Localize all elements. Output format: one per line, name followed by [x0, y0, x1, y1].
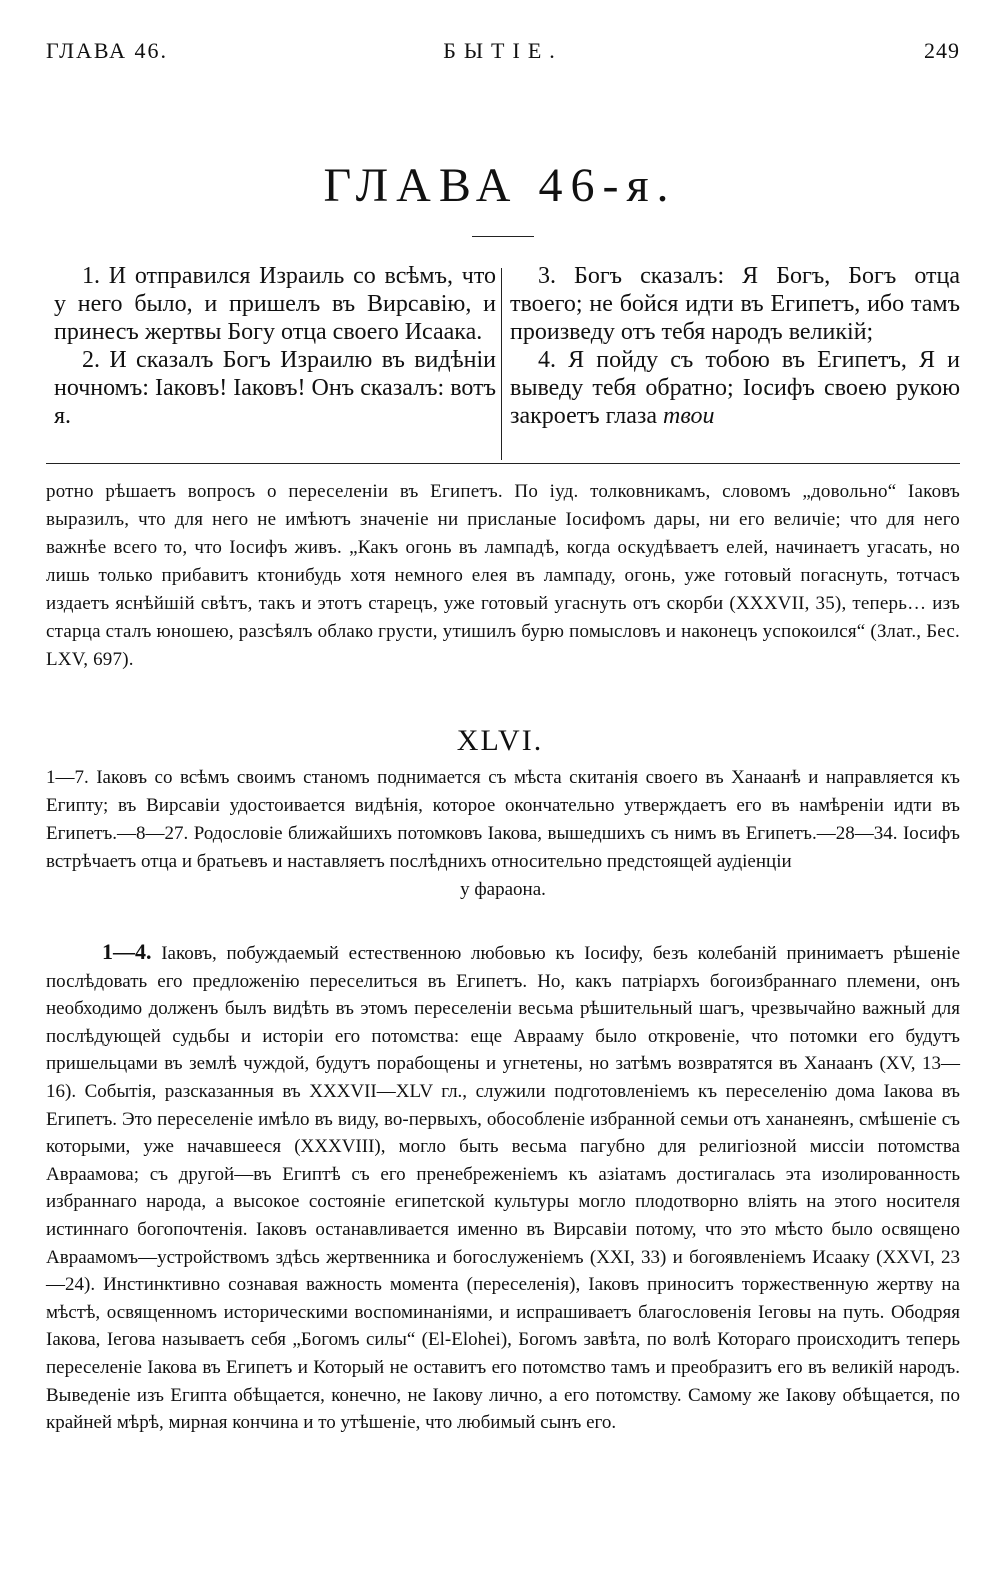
chapter-title: ГЛАВА 46-я. [323, 159, 677, 212]
summary-last: у фараона. [460, 879, 546, 900]
verse-3: 3. Богъ сказалъ: Я Богъ, Богъ отца твоего; не бойся идти въ Египетъ, ибо тамъ произведу отъ тебя народъ великій; [510, 263, 960, 345]
title-rule [472, 236, 534, 237]
verse-columns [46, 262, 960, 462]
page-number: 249 [924, 38, 960, 63]
verse-1: 1. И отправился Израиль со всѣмъ, что у него было, и пришелъ въ Вирсавію, и принесъ жертвы Богу отца своего Исаака. [54, 263, 496, 345]
summary-text [46, 764, 960, 904]
verse-column-right [510, 262, 960, 430]
continued-note [46, 478, 960, 674]
notes-rule [46, 463, 960, 464]
commentary-paragraph [46, 938, 960, 1437]
section-title: XLVI. [456, 724, 544, 757]
running-head [46, 38, 960, 68]
chapter-summary [46, 764, 960, 904]
running-head-chapter: ГЛАВА 46. [46, 38, 169, 63]
verse-column-left [54, 262, 496, 430]
verse-2: 2. И сказалъ Богъ Израилю въ видѣніи ночномъ: Іаковъ! Іаковъ! Онъ сказалъ: вотъ я. [54, 347, 496, 429]
catchword: твои [663, 403, 715, 429]
continued-note-text: ротно рѣшаетъ вопросъ о переселеніи въ Египетъ. По іуд. толковникамъ, словомъ „довольно“ Іаковъ выразилъ, что для него не имѣютъ значеніе ни присланые Іосифомъ дары, ни его величіе; что для него важнѣе всего то, что Іосифъ живъ. „Какъ огонь въ лампадѣ, когда оскудѣваетъ елей, начинаетъ угасать, но лишь только прибавитъ ктонибудь хотя немного елея въ лампаду, огонь, уже готовый погаснуть, тотчасъ издаетъ яснѣйшій свѣтъ, такъ и этотъ старецъ, уже готовый угаснуть отъ скорби (XXXVII, 35), теперь… изъ старца сталъ юношею, разсѣялъ облако грусти, утишилъ бурю помысловъ и наконецъ успокоился“ (Злат., Бес. LXV, 697). [46, 481, 960, 670]
commentary-text: Іаковъ, побуждаемый естественною любовью къ Іосифу, безъ колебаній принимаетъ рѣшеніе послѣдовать его предложенію переселиться въ Египетъ. Но, какъ патріархъ богоизбраннаго племени, онъ необходимо долженъ былъ видѣть въ этомъ переселеніи весьма рѣшительный шагъ, чрезвычайно важный для послѣдующей судьбы и исторіи его потомства: еще Аврааму было откровеніе, что потомки его будутъ пришельцами въ землѣ чуждой, будутъ порабощены и угнетены, но затѣмъ возвратятся въ Ханаанъ (XV, 13—16). Событія, разсказанныя въ XXXVII—XLV гл., служили подготовленіемъ къ переселенію дома Іакова въ Египетъ. Это переселеніе имѣло въ виду, во-первыхъ, обособленіе избранной семьи отъ хананеянъ, смѣшеніе съ которыми, уже начавшееся (XXXVIII), могло быть весьма пагубно для религіозной миссіи потомства Авраамова; съ другой—въ Египтѣ съ его пренебреженіемъ къ азіатамъ достигалась эта изолированность избраннаго народа, а высокое состояніе египетской культуры могло плодотворно вліять на этого носителя истиннаго богопочтенія. Іаковъ останавливается именно въ Вирсавіи потому, что это мѣсто было освящено Авраамомъ—устройствомъ здѣсь жертвенника и богослуженіемъ (XXI, 33) и богоявленіемъ Исааку (XXVI, 23—24). Инстинктивно сознавая важность момента (переселенія), Іаковъ приноситъ торжественную жертву на мѣстѣ, освященномъ историческими воспоминаніями, и испрашиваетъ благословенія Іеговы на путь. Ободряя Іакова, Іегова называетъ себя „Богомъ силы“ (El-Elohei), Богомъ завѣта, по волѣ Котораго происходитъ теперь переселеніе Іакова въ Египетъ и Который не оставитъ его потомство тамъ и преобразитъ его въ великій народъ. Выведеніе изъ Египта обѣщается, конечно, не Іакову лично, а его потомству. Самому же Іакову обѣщается, по крайней мѣрѣ, мирная кончина и то утѣшеніе, что любимый сынъ его. [46, 943, 961, 1434]
verse-4 [510, 346, 960, 430]
verse-4-text: 4. Я пойду съ тобою въ Египетъ, Я и выведу тебя обратно; Іосифъ своею рукою закроетъ глаза [510, 347, 960, 429]
column-divider [501, 268, 502, 460]
running-head-book: БЫТІЕ. [443, 38, 563, 63]
summary-main: 1—7. Іаковъ со всѣмъ своимъ станомъ поднимается съ мѣста скитанія своего въ Ханаанѣ и направляется къ Египту; въ Вирсавіи удостоивается видѣнія, которое окончательно утверждаетъ его въ намѣреніи идти въ Египетъ.—8—27. Родословіе ближайшихъ потомковъ Іакова, вышедшихъ съ нимъ въ Египетъ.—28—34. Іосифъ встрѣчаетъ отца и братьевъ и наставляетъ послѣднихъ относительно предстоящей аудіенціи [46, 767, 960, 872]
commentary-ref: 1—4. [102, 939, 152, 964]
commentary [46, 938, 960, 1437]
